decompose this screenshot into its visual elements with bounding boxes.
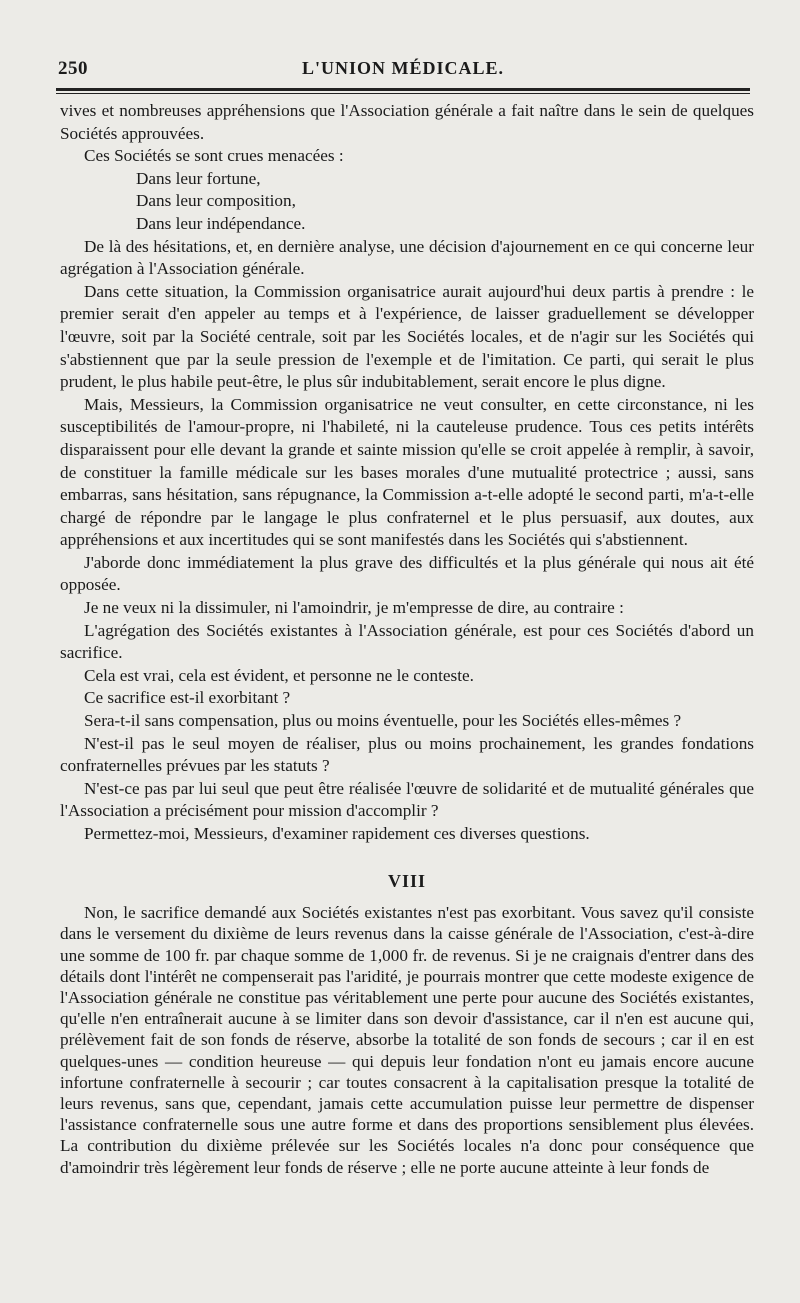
page-number: 250 [58, 58, 88, 79]
page-header [56, 50, 750, 90]
paragraph: De là des hésitations, et, en dernière analyse, une décision d'ajournement en ce qui concerne leur agrégation à l'Association générale. [60, 236, 754, 279]
paragraph: J'aborde donc immédiatement la plus grave des difficultés et la plus générale qui nous ait été opposée. [60, 552, 754, 595]
list-item: Dans leur composition, [136, 191, 296, 211]
paragraph: Ce sacrifice est-il exorbitant ? [84, 688, 291, 708]
body-text [60, 100, 754, 1178]
paragraph: Sera-t-il sans compensation, plus ou moins éventuelle, pour les Sociétés elles-mêmes ? [84, 711, 682, 731]
paragraph: Cela est vrai, cela est évident, et personne ne le conteste. [84, 665, 474, 685]
paragraph: Ces Sociétés se sont crues menacées : [84, 146, 344, 166]
paragraph: Non, le sacrifice demandé aux Sociétés existantes n'est pas exorbitant. Vous savez qu'il consiste dans le versement du dixième de leurs revenus dans la caisse générale de l'Association, c'est-à-dire une somme de 100 fr. par chaque somme de 1,000 fr. de revenus. Si je ne craignais d'entrer dans des détails dont l'intérêt ne compenserait pas l'aridité, je pourrais montrer que cette modeste exigence de l'Association générale ne constitue pas véritablement une perte pour aucune des Sociétés existantes, qu'elle n'en entraînerait aucune à se limiter dans son devoir d'assistance, car il n'en est aucune qui, prélèvement fait de son fonds de réserve, absorbe la totalité de son fonds de secours ; car il en est quelques-unes — condition heureuse — qui depuis leur fondation n'ont eu jamais encore aucune infortune confraternelle à secourir ; car toutes consacrent à la capitalisation presque la totalité de leurs revenus, sans que, cependant, jamais cette accumulation puisse leur permettre de dispenser l'assistance confraternelle sous une autre forme et dans des proportions sensiblement plus élevées. La contribution du dixième prélevée sur les Sociétés locales n'a donc pour conséquence que d'amoindrir très légèrement leur fonds de réserve ; elle ne porte aucune atteinte à leur fonds de [60, 903, 754, 1177]
paragraph: Dans cette situation, la Commission organisatrice aurait aujourd'hui deux partis à prendre : le premier serait d'en appeler au temps et à l'expérience, de laisser graduellement se développer l'œuvre, soit par la Société centrale, soit par les Sociétés locales, et de n'agir sur les Sociétés qui s'abstiennent que par la seule pression de l'exemple et de l'imitation. Ce parti, qui serait le plus prudent, le plus habile peut-être, le plus sûr indubitablement, serait encore le plus digne. [60, 281, 754, 392]
paragraph: N'est-il pas le seul moyen de réaliser, plus ou moins prochainement, les grandes fondations confraternelles prévues par les statuts ? [60, 733, 754, 776]
paragraph: vives et nombreuses appréhensions que l'Association générale a fait naître dans le sein de quelques Sociétés approuvées. [60, 101, 754, 143]
list-item: Dans leur fortune, [136, 168, 261, 188]
paragraph: N'est-ce pas par lui seul que peut être réalisée l'œuvre de solidarité et de mutualité générales que l'Association a précisément pour mission d'accomplir ? [60, 778, 754, 821]
paragraph: Mais, Messieurs, la Commission organisatrice ne veut consulter, en cette circonstance, ni les susceptibilités de l'amour-propre, ni l'habileté, ni la cauteleuse prudence. Tous ces petits intérêts disparaissent pour elle devant la grande et sainte mission qu'elle se croit appelée à remplir, à savoir, de constituer la famille médicale sur les bases morales d'une mutualité protectrice ; aussi, sans embarras, sans hésitation, sans répugnance, la Commission a-t-elle adopté le second parti, m'a-t-elle chargé de répondre par le langage le plus confraternel et le plus persuasif, aux doutes, aux appréhensions et aux incertitudes qui se sont manifestés dans les Sociétés qui s'abstiennent. [60, 394, 754, 550]
header-rule [56, 88, 750, 94]
paragraph: Permettez-moi, Messieurs, d'examiner rapidement ces diverses questions. [84, 824, 590, 843]
paragraph: L'agrégation des Sociétés existantes à l'Association générale, est pour ces Sociétés d'abord un sacrifice. [60, 620, 754, 663]
running-title: L'UNION MÉDICALE. [301, 58, 505, 78]
section-heading: VIII [387, 870, 426, 891]
paragraph: Je ne veux ni la dissimuler, ni l'amoindrir, je m'empresse de dire, au contraire : [84, 598, 624, 618]
list-item: Dans leur indépendance. [136, 213, 306, 233]
